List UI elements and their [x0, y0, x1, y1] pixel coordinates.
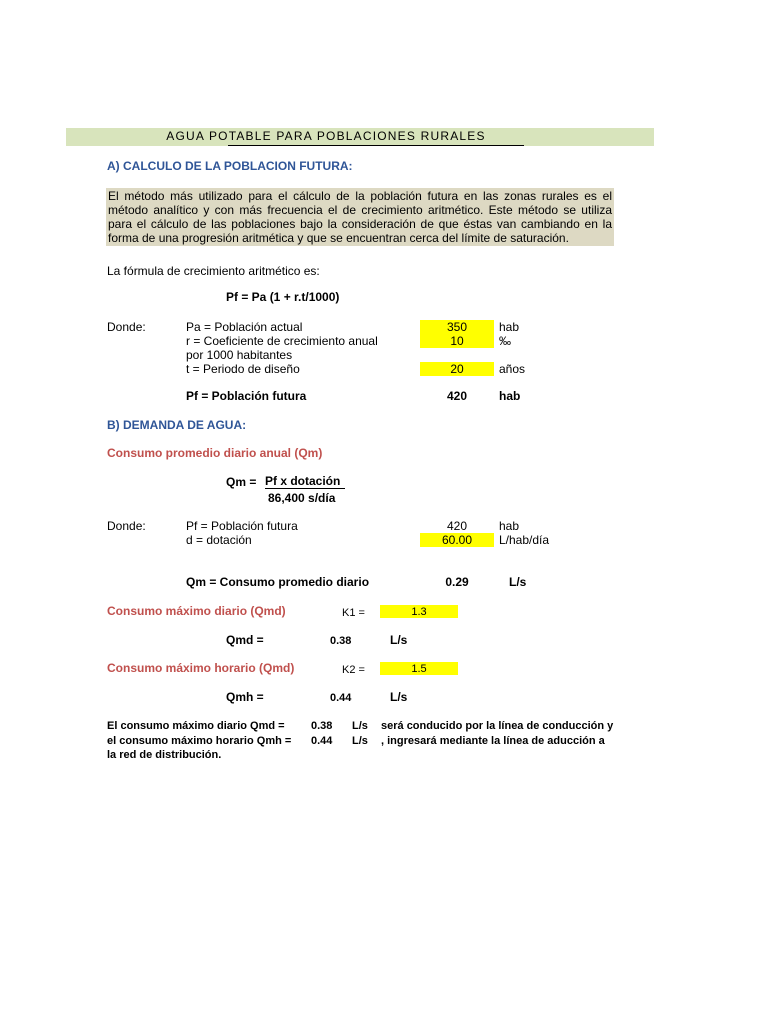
title-underline [228, 145, 524, 146]
qmh-heading: Consumo máximo horario (Qmd) [107, 661, 295, 675]
conclusion-line2-label: el consumo máximo horario Qmh = [107, 735, 292, 747]
title-band [66, 128, 654, 146]
page-title: AGUA POTABLE PARA POBLACIONES RURALES [166, 129, 486, 143]
qmd-unit: L/s [390, 633, 408, 647]
pa-unit: hab [499, 320, 520, 334]
pa-label: Pa = Población actual [186, 320, 303, 334]
qm-heading: Consumo promedio diario anual (Qm) [107, 446, 323, 460]
section-a-heading: A) CALCULO DE LA POBLACION FUTURA: [107, 159, 353, 173]
qm-formula-numerator: Pf x dotación [265, 475, 345, 489]
t-unit: años [499, 362, 526, 376]
section-b-heading: B) DEMANDA DE AGUA: [107, 418, 247, 432]
t-label: t = Periodo de diseño [186, 362, 300, 376]
conclusion-line1-unit: L/s [352, 720, 368, 732]
t-value-cell[interactable]: 20 [420, 362, 494, 376]
qm-result-label: Qm = Consumo promedio diario [186, 575, 370, 589]
conclusion-line2-text: , ingresará mediante la línea de aducción a [381, 735, 605, 747]
qmd-label: Qmd = [226, 633, 264, 647]
qmh-unit: L/s [390, 690, 408, 704]
pf-value-b: 420 [446, 519, 468, 533]
intro-paragraph: El método más utilizado para el cálculo de la población futura en las zonas rurales es el método analítico y con más frecuencia el de crecimiento aritmético. Este método se utiliza para el cálculo de las poblaciones bajo la consideración de que éstas van cambiando en la forma de una progresión aritmética y que se encuentran cerca del límite de saturación. [108, 189, 612, 245]
r-unit: ‰ [499, 334, 511, 348]
pf-result-unit: hab [499, 389, 521, 403]
qm-result-value: 0.29 [445, 575, 469, 589]
conclusion-line3-text: la red de distribución. [107, 749, 222, 761]
r-label: r = Coeficiente de crecimiento anual [186, 334, 378, 348]
pf-unit-b: hab [499, 519, 520, 533]
k2-label: K2 = [342, 664, 365, 676]
conclusion-line1-text: será conducido por la línea de conducción y [381, 720, 614, 732]
k2-value-cell[interactable]: 1.5 [380, 662, 458, 675]
r-label-line2: por 1000 habitantes [186, 348, 293, 362]
d-value-cell[interactable]: 60.00 [420, 533, 494, 547]
conclusion-line1-label: El consumo máximo diario Qmd = [107, 720, 285, 732]
qmh-label: Qmh = [226, 690, 264, 704]
conclusion-line1-value: 0.38 [311, 720, 333, 732]
qm-formula-lhs: Qm = [226, 475, 257, 489]
d-unit: L/hab/día [499, 533, 550, 547]
qm-formula-denominator: 86,400 s/día [268, 491, 336, 505]
conclusion-line2-unit: L/s [352, 735, 368, 747]
donde-label-a: Donde: [107, 320, 146, 334]
qmh-value: 0.44 [330, 692, 352, 704]
qmd-value: 0.38 [330, 635, 352, 647]
qmd-heading: Consumo máximo diario (Qmd) [107, 604, 286, 618]
d-label: d = dotación [186, 533, 252, 547]
pf-result-value: 420 [446, 389, 468, 403]
conclusion-line2-value: 0.44 [311, 735, 333, 747]
k1-value-cell[interactable]: 1.3 [380, 605, 458, 618]
intro-box [106, 188, 614, 246]
k1-label: K1 = [342, 607, 365, 619]
qm-result-unit: L/s [509, 575, 527, 589]
pf-result-label: Pf = Población futura [186, 389, 307, 403]
r-value-cell[interactable]: 10 [420, 334, 494, 348]
donde-label-b: Donde: [107, 519, 146, 533]
pf-label-b: Pf = Población futura [186, 519, 298, 533]
pa-value-cell[interactable]: 350 [420, 320, 494, 334]
formula-pf: Pf = Pa (1 + r.t/1000) [226, 290, 340, 304]
formula-intro: La fórmula de crecimiento aritmético es: [107, 264, 320, 278]
